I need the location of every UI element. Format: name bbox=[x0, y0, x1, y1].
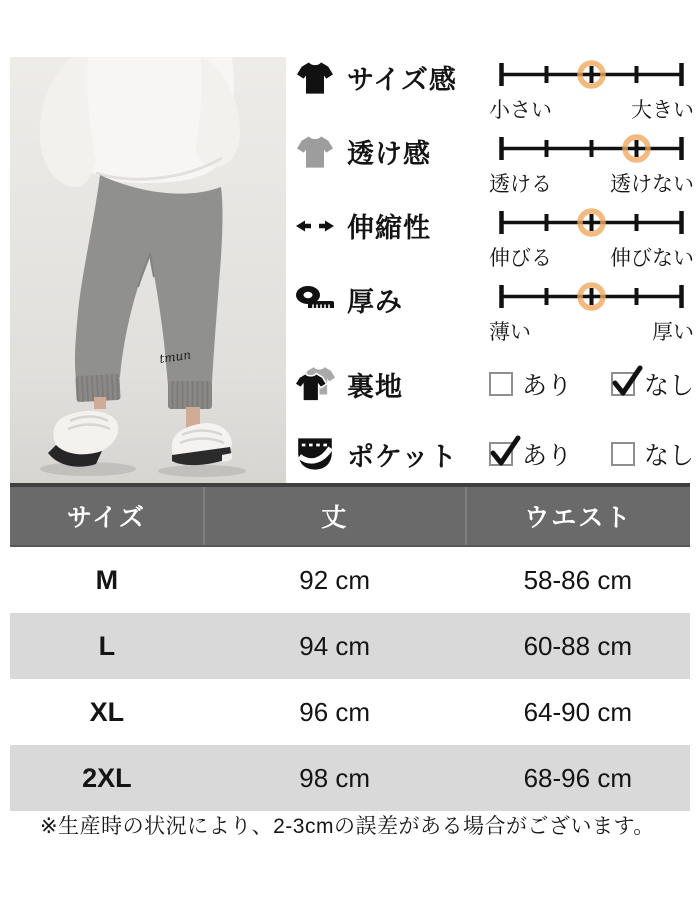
scale-right-label: 大きい bbox=[631, 99, 694, 122]
tshirt-gray-icon bbox=[292, 134, 338, 170]
scale-right-label: 伸びない bbox=[610, 247, 694, 270]
check-mark-icon bbox=[610, 365, 644, 399]
attribute-label: 透け感 bbox=[347, 139, 431, 169]
ankle bbox=[94, 397, 106, 409]
table-row bbox=[10, 679, 690, 745]
checkbox-option-pocket-nashi bbox=[611, 436, 694, 472]
attribute-row-stretch bbox=[292, 204, 694, 272]
attribute-panel bbox=[292, 56, 694, 486]
attribute-label: 伸縮性 bbox=[347, 213, 431, 243]
stretch-arrows-icon bbox=[292, 217, 338, 235]
rating-scale bbox=[489, 130, 694, 167]
size-value: L bbox=[10, 613, 204, 679]
checkbox-option-label: なし bbox=[643, 372, 694, 400]
attribute-row-thickness bbox=[292, 278, 694, 346]
checkbox-option-pocket-ari bbox=[489, 436, 572, 472]
attribute-row-size-feel bbox=[292, 56, 694, 124]
table-header-row bbox=[10, 485, 690, 546]
checkbox-option-lining-nashi bbox=[611, 366, 694, 402]
attribute-row-lining bbox=[292, 352, 694, 416]
column-header-size: サイズ bbox=[10, 485, 204, 546]
scale-left-label: 伸びる bbox=[489, 247, 552, 270]
table-row bbox=[10, 546, 690, 613]
table-row bbox=[10, 613, 690, 679]
rating-scale bbox=[489, 56, 694, 93]
scale-right-label: 透けない bbox=[610, 173, 694, 196]
white-sweatshirt bbox=[40, 57, 240, 187]
tolerance-note: ※生産時の状況により、2-3cmの誤差がある場合がございます。 bbox=[40, 815, 655, 838]
attribute-label: 厚み bbox=[347, 287, 403, 317]
scale-left-label: 透ける bbox=[489, 173, 552, 196]
length-value: 92 cm bbox=[204, 546, 466, 613]
scale-right-label: 厚い bbox=[652, 321, 694, 344]
attribute-row-pocket bbox=[292, 422, 694, 486]
scale-left-label: 小さい bbox=[489, 99, 552, 122]
attribute-row-sheerness bbox=[292, 130, 694, 198]
model-photo bbox=[10, 57, 286, 483]
pocket-icon bbox=[292, 436, 338, 472]
waist-value: 60-88 cm bbox=[466, 613, 690, 679]
waist-value: 68-96 cm bbox=[466, 745, 690, 811]
checkbox-option-label: あり bbox=[522, 372, 573, 400]
checkbox-icon bbox=[489, 442, 513, 466]
checkbox-option-label: なし bbox=[643, 442, 694, 470]
layered-tshirts-icon bbox=[292, 365, 338, 403]
tape-measure-icon bbox=[292, 284, 338, 316]
column-header-length: 丈 bbox=[204, 485, 466, 546]
checkbox-option-label: あり bbox=[522, 442, 573, 470]
size-value: XL bbox=[10, 679, 204, 745]
rating-scale bbox=[489, 204, 694, 241]
scale-left-label: 薄い bbox=[489, 321, 531, 344]
attribute-label: サイズ感 bbox=[347, 65, 457, 95]
attribute-label: ポケット bbox=[347, 441, 458, 472]
floor-shadow bbox=[158, 465, 246, 477]
checkbox-icon bbox=[489, 372, 513, 396]
checkbox-option-lining-ari bbox=[489, 366, 572, 402]
length-value: 98 cm bbox=[204, 745, 466, 811]
check-mark-icon bbox=[488, 435, 522, 469]
size-chart-table bbox=[10, 483, 690, 811]
length-value: 94 cm bbox=[204, 613, 466, 679]
attribute-label: 裏地 bbox=[347, 371, 403, 402]
rating-scale bbox=[489, 278, 694, 315]
tshirt-black-icon bbox=[292, 60, 338, 96]
table-row bbox=[10, 745, 690, 811]
length-value: 96 cm bbox=[204, 679, 466, 745]
waist-value: 58-86 cm bbox=[466, 546, 690, 613]
embroidery-text: tmun bbox=[158, 347, 192, 366]
waist-value: 64-90 cm bbox=[466, 679, 690, 745]
checkbox-icon bbox=[611, 442, 635, 466]
size-value: 2XL bbox=[10, 745, 204, 811]
model-photo-illustration bbox=[10, 57, 286, 483]
size-value: M bbox=[10, 546, 204, 613]
checkbox-icon bbox=[611, 372, 635, 396]
column-header-waist: ウエスト bbox=[466, 485, 690, 546]
